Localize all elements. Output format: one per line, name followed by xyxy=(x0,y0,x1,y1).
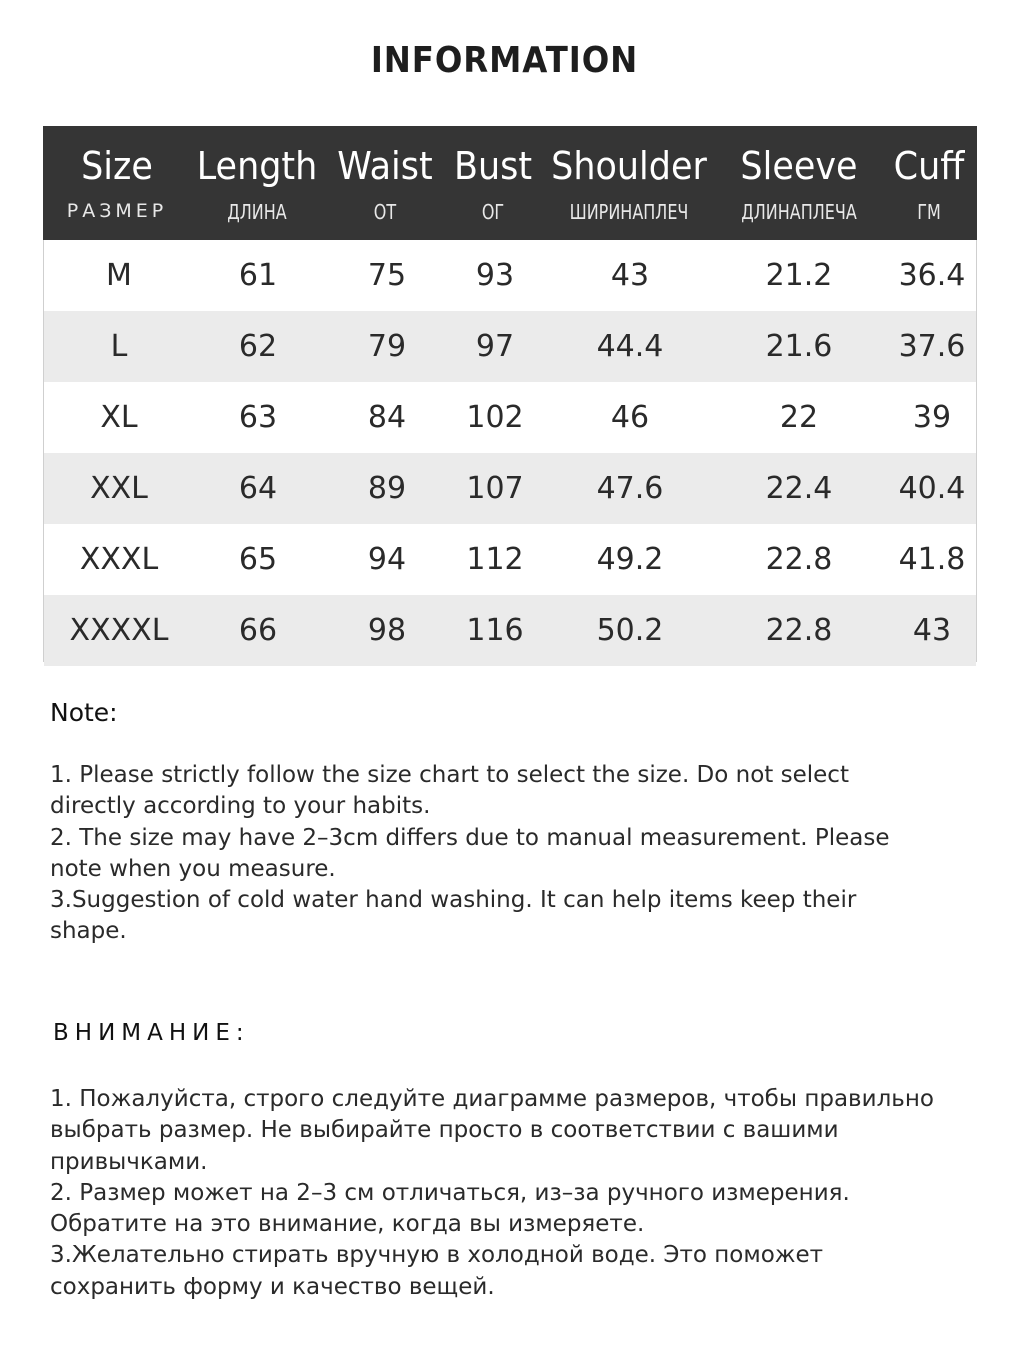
cell-size: XXL xyxy=(90,471,148,506)
cell-bust: 107 xyxy=(466,471,524,506)
header-cuff-ru-label: ГМ xyxy=(917,200,941,224)
note-line: Обратите на это внимание, когда вы измеряете. xyxy=(50,1211,645,1238)
ru-note-heading: ВНИМАНИЕ: xyxy=(53,1020,250,1046)
table-row xyxy=(44,524,976,595)
cell-waist: 98 xyxy=(367,613,407,648)
table-row xyxy=(44,453,976,524)
cell-bust: 93 xyxy=(475,258,515,293)
cell-shoulder: 50.2 xyxy=(596,613,664,648)
note-line: directly according to your habits. xyxy=(50,793,431,820)
cell-shoulder: 44.4 xyxy=(596,329,664,364)
page-title: INFORMATION xyxy=(370,40,639,81)
cell-length: 61 xyxy=(238,258,278,293)
size-chart-table xyxy=(43,126,977,662)
header-shoulder-label: Shoulder xyxy=(551,144,707,188)
cell-sleeve: 22.4 xyxy=(765,471,833,506)
table-row xyxy=(44,382,976,453)
header-length-ru-label: ДЛИНА xyxy=(227,200,287,224)
cell-bust: 97 xyxy=(475,329,515,364)
header-sleeve-ru-label: ДЛИНАПЛЕЧА xyxy=(741,200,857,224)
note-line: привычками. xyxy=(50,1148,208,1175)
note-line: 2. The size may have 2–3cm differs due to manual measurement. Please xyxy=(50,824,890,851)
cell-length: 64 xyxy=(238,471,278,506)
note-heading: Note: xyxy=(50,698,118,727)
cell-size: XXXXL xyxy=(69,613,169,648)
cell-shoulder: 47.6 xyxy=(596,471,664,506)
cell-length: 63 xyxy=(238,400,278,435)
note-line: 3.Suggestion of cold water hand washing. It can help items keep their xyxy=(50,887,857,914)
cell-shoulder: 43 xyxy=(610,258,650,293)
cell-sleeve: 21.2 xyxy=(765,258,833,293)
cell-size: L xyxy=(110,329,128,364)
header-bust-ru-label: ОГ xyxy=(481,200,505,224)
header-length-label: Length xyxy=(196,144,318,188)
cell-shoulder: 49.2 xyxy=(596,542,664,577)
note-line: 3.Желательно стирать вручную в холодной воде. Это поможет xyxy=(50,1242,824,1269)
header-sleeve xyxy=(719,126,879,240)
cell-cuff: 37.6 xyxy=(898,329,966,364)
header-waist xyxy=(323,126,447,240)
note-line: 2. Размер может на 2–3 см отличаться, из–за ручного измерения. xyxy=(50,1179,850,1206)
header-size-label: Size xyxy=(81,144,153,188)
note-line: выбрать размер. Не выбирайте просто в соответствии с вашими xyxy=(50,1117,839,1144)
cell-length: 62 xyxy=(238,329,278,364)
note-line: сохранить форму и качество вещей. xyxy=(50,1273,495,1300)
note-text xyxy=(50,760,970,948)
cell-waist: 75 xyxy=(367,258,407,293)
cell-bust: 102 xyxy=(466,400,524,435)
header-size-ru-label: РАЗМЕР xyxy=(66,200,168,222)
cell-length: 66 xyxy=(238,613,278,648)
header-bust xyxy=(447,126,539,240)
cell-sleeve: 22 xyxy=(779,400,819,435)
cell-waist: 79 xyxy=(367,329,407,364)
header-sleeve-label: Sleeve xyxy=(740,144,858,188)
cell-sleeve: 22.8 xyxy=(765,613,833,648)
cell-sleeve: 21.6 xyxy=(765,329,833,364)
header-length xyxy=(191,126,323,240)
header-bust-label: Bust xyxy=(453,144,533,188)
note-line: note when you measure. xyxy=(50,855,336,882)
cell-bust: 116 xyxy=(466,613,524,648)
cell-size: XL xyxy=(100,400,138,435)
cell-waist: 89 xyxy=(367,471,407,506)
note-line: shape. xyxy=(50,918,127,945)
note-line: 1. Please strictly follow the size chart to select the size. Do not select xyxy=(50,762,849,788)
header-size xyxy=(43,126,191,240)
header-waist-label: Waist xyxy=(337,144,433,188)
table-row xyxy=(44,595,976,666)
table-header xyxy=(43,126,977,240)
header-shoulder xyxy=(539,126,719,240)
table-row xyxy=(44,311,976,382)
header-cuff-label: Cuff xyxy=(893,144,965,188)
cell-size: XXXL xyxy=(79,542,159,577)
cell-size: M xyxy=(106,258,132,293)
cell-cuff: 39 xyxy=(912,400,952,435)
cell-waist: 84 xyxy=(367,400,407,435)
cell-cuff: 43 xyxy=(912,613,952,648)
cell-cuff: 36.4 xyxy=(898,258,966,293)
cell-length: 65 xyxy=(238,542,278,577)
cell-shoulder: 46 xyxy=(610,400,650,435)
header-cuff xyxy=(879,126,979,240)
cell-cuff: 40.4 xyxy=(898,471,966,506)
cell-bust: 112 xyxy=(466,542,524,577)
note-line: 1. Пожалуйста, строго следуйте диаграмме размеров, чтобы правильно xyxy=(50,1086,934,1112)
table-row xyxy=(44,240,976,311)
header-waist-ru-label: ОТ xyxy=(373,200,397,224)
cell-waist: 94 xyxy=(367,542,407,577)
cell-cuff: 41.8 xyxy=(898,542,966,577)
cell-sleeve: 22.8 xyxy=(765,542,833,577)
header-shoulder-ru-label: ШИРИНАПЛЕЧ xyxy=(569,200,689,224)
ru-note-text xyxy=(50,1084,970,1303)
